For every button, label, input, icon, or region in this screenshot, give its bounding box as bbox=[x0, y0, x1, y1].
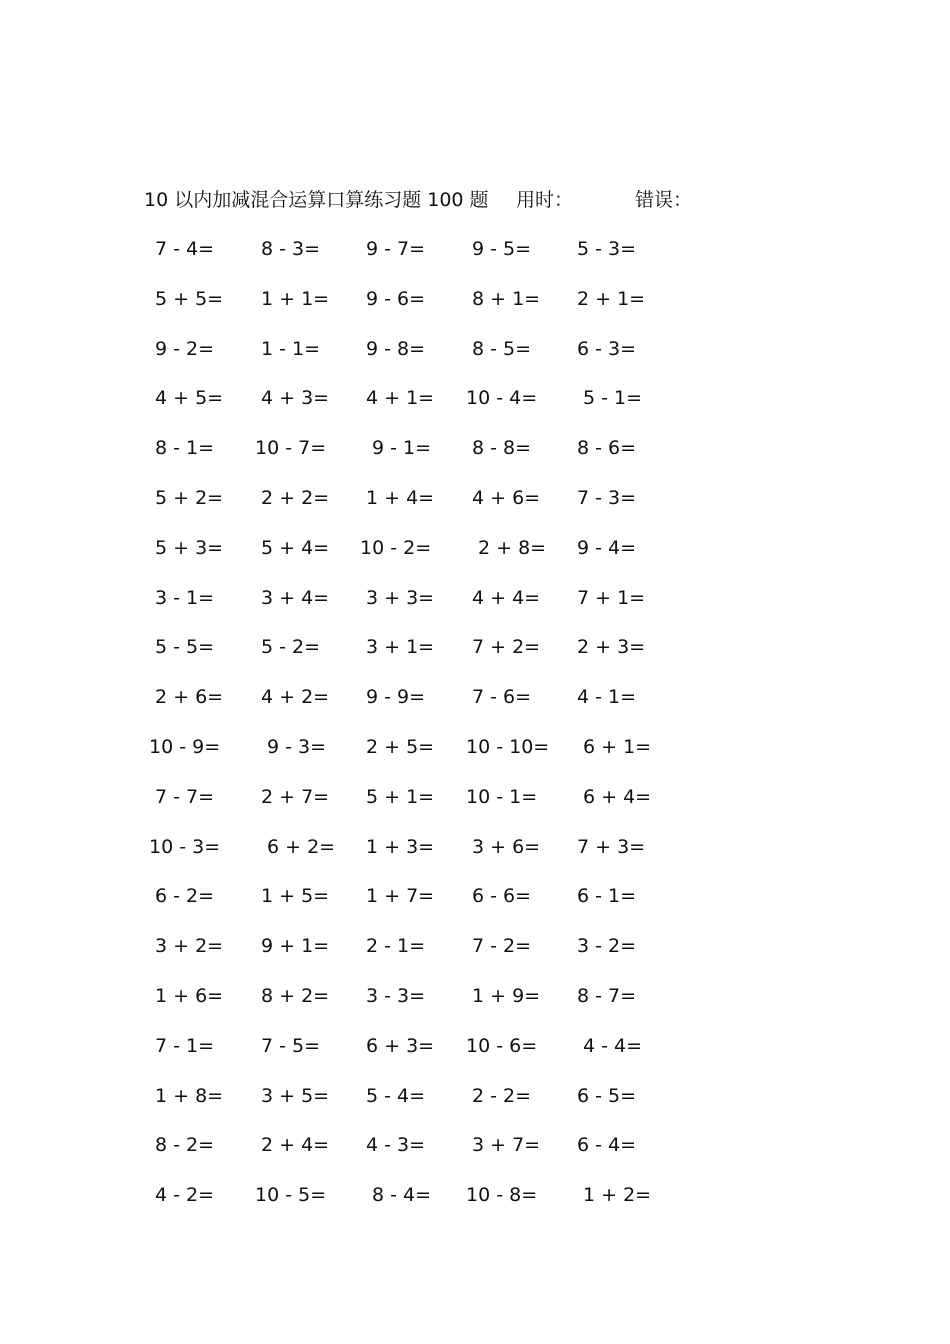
time-label: 用时： bbox=[516, 189, 574, 211]
problem-item: 3 - 2= bbox=[577, 935, 637, 958]
problem-row bbox=[0, 882, 950, 910]
problem-item: 3 + 1= bbox=[366, 636, 435, 659]
problem-item: 9 - 9= bbox=[366, 686, 426, 709]
problem-item: 1 - 1= bbox=[261, 337, 321, 360]
problem-item: 9 - 4= bbox=[577, 536, 637, 559]
problem-row bbox=[0, 1131, 950, 1159]
problem-item: 6 - 5= bbox=[577, 1084, 637, 1107]
problem-item: 5 - 2= bbox=[261, 636, 321, 659]
problem-item: 8 + 2= bbox=[261, 985, 330, 1007]
problem-row bbox=[0, 235, 950, 263]
problem-row bbox=[0, 285, 950, 313]
error-label: 错误： bbox=[635, 189, 693, 211]
problem-item: 4 + 3= bbox=[261, 387, 330, 410]
problem-row bbox=[0, 484, 950, 512]
problem-item: 1 + 8= bbox=[155, 1084, 224, 1107]
problem-item: 5 + 3= bbox=[155, 536, 224, 559]
problem-row bbox=[0, 434, 950, 462]
problem-item: 6 - 1= bbox=[577, 885, 637, 908]
problem-item: 2 + 7= bbox=[261, 785, 330, 808]
problem-item: 5 - 1= bbox=[583, 387, 643, 410]
problem-item: 4 + 2= bbox=[261, 686, 330, 709]
problem-item: 8 - 8= bbox=[472, 437, 532, 460]
problem-item: 2 + 5= bbox=[366, 736, 435, 758]
problem-item: 5 + 5= bbox=[155, 287, 224, 310]
problem-item: 7 - 4= bbox=[155, 238, 215, 260]
problem-item: 10 - 7= bbox=[255, 437, 327, 460]
problem-row bbox=[0, 932, 950, 960]
problem-item: 1 + 7= bbox=[366, 885, 435, 908]
problem-row bbox=[0, 1032, 950, 1060]
problem-item: 2 + 6= bbox=[155, 686, 224, 709]
problem-item: 6 + 3= bbox=[366, 1034, 435, 1057]
problem-row bbox=[0, 1082, 950, 1110]
problem-item: 3 - 3= bbox=[366, 985, 426, 1007]
problem-row bbox=[0, 683, 950, 711]
problem-item: 6 - 4= bbox=[577, 1134, 637, 1157]
problem-item: 9 - 3= bbox=[267, 736, 327, 758]
problem-item: 10 - 9= bbox=[149, 736, 221, 758]
problem-item: 10 - 4= bbox=[466, 387, 538, 410]
problem-item: 3 + 7= bbox=[472, 1134, 541, 1157]
problem-item: 4 - 2= bbox=[155, 1184, 215, 1207]
problem-item: 2 + 1= bbox=[577, 287, 646, 310]
problem-item: 7 - 1= bbox=[155, 1034, 215, 1057]
problem-item: 2 - 2= bbox=[472, 1084, 532, 1107]
problem-row bbox=[0, 534, 950, 562]
problem-item: 6 - 2= bbox=[155, 885, 215, 908]
problem-item: 2 + 4= bbox=[261, 1134, 330, 1157]
problem-item: 5 + 2= bbox=[155, 487, 224, 509]
problem-row bbox=[0, 1181, 950, 1209]
problem-item: 5 + 1= bbox=[366, 785, 435, 808]
problem-item: 4 + 4= bbox=[472, 586, 541, 609]
problem-item: 10 - 2= bbox=[360, 536, 432, 559]
problem-item: 8 - 1= bbox=[155, 437, 215, 460]
problem-item: 7 + 1= bbox=[577, 586, 646, 609]
problem-item: 10 - 8= bbox=[466, 1184, 538, 1207]
problem-item: 10 - 5= bbox=[255, 1184, 327, 1207]
problem-row bbox=[0, 584, 950, 612]
problem-item: 3 - 1= bbox=[155, 586, 215, 609]
problem-item: 9 - 1= bbox=[372, 437, 432, 460]
problem-item: 8 - 7= bbox=[577, 985, 637, 1007]
problem-row bbox=[0, 982, 950, 1010]
problem-item: 10 - 10= bbox=[466, 736, 550, 758]
problem-item: 7 + 2= bbox=[472, 636, 541, 659]
problem-item: 7 - 3= bbox=[577, 487, 637, 509]
problem-item: 8 - 3= bbox=[261, 238, 321, 260]
problem-item: 4 + 6= bbox=[472, 487, 541, 509]
problem-item: 7 - 2= bbox=[472, 935, 532, 958]
problem-item: 1 + 5= bbox=[261, 885, 330, 908]
problem-item: 10 - 6= bbox=[466, 1034, 538, 1057]
problem-item: 8 - 5= bbox=[472, 337, 532, 360]
problem-item: 4 - 1= bbox=[577, 686, 637, 709]
problem-item: 7 - 6= bbox=[472, 686, 532, 709]
problem-item: 4 - 4= bbox=[583, 1034, 643, 1057]
problem-item: 2 - 1= bbox=[366, 935, 426, 958]
problem-row bbox=[0, 833, 950, 861]
problem-item: 9 + 1= bbox=[261, 935, 330, 958]
problem-item: 1 + 4= bbox=[366, 487, 435, 509]
problem-item: 7 + 3= bbox=[577, 835, 646, 858]
problem-item: 6 + 4= bbox=[583, 785, 652, 808]
problem-item: 3 + 3= bbox=[366, 586, 435, 609]
problem-row bbox=[0, 633, 950, 661]
problem-item: 4 + 1= bbox=[366, 387, 435, 410]
problem-item: 2 + 3= bbox=[577, 636, 646, 659]
problem-item: 3 + 5= bbox=[261, 1084, 330, 1107]
problem-item: 9 - 8= bbox=[366, 337, 426, 360]
problem-item: 7 - 7= bbox=[155, 785, 215, 808]
problem-item: 1 + 6= bbox=[155, 985, 224, 1007]
problem-item: 5 - 5= bbox=[155, 636, 215, 659]
problem-item: 9 - 7= bbox=[366, 238, 426, 260]
problem-item: 8 + 1= bbox=[472, 287, 541, 310]
problem-row bbox=[0, 783, 950, 811]
problem-item: 8 - 4= bbox=[372, 1184, 432, 1207]
problem-item: 7 - 5= bbox=[261, 1034, 321, 1057]
problem-row bbox=[0, 733, 950, 761]
problem-item: 2 + 2= bbox=[261, 487, 330, 509]
problem-item: 1 + 3= bbox=[366, 835, 435, 858]
problem-item: 6 + 2= bbox=[267, 835, 336, 858]
problem-item: 3 + 4= bbox=[261, 586, 330, 609]
problem-item: 8 - 6= bbox=[577, 437, 637, 460]
problem-item: 1 + 2= bbox=[583, 1184, 652, 1207]
problem-row bbox=[0, 335, 950, 363]
problem-item: 3 + 6= bbox=[472, 835, 541, 858]
worksheet-title: 10 以内加减混合运算口算练习题 100 题 bbox=[144, 189, 489, 211]
problem-item: 5 - 4= bbox=[366, 1084, 426, 1107]
problem-item: 4 - 3= bbox=[366, 1134, 426, 1157]
problem-item: 5 + 4= bbox=[261, 536, 330, 559]
problem-item: 2 + 8= bbox=[478, 536, 547, 559]
problem-row bbox=[0, 384, 950, 412]
problem-item: 1 + 1= bbox=[261, 287, 330, 310]
problem-item: 1 + 9= bbox=[472, 985, 541, 1007]
problem-item: 3 + 2= bbox=[155, 935, 224, 958]
problem-item: 6 - 3= bbox=[577, 337, 637, 360]
problem-item: 4 + 5= bbox=[155, 387, 224, 410]
problem-item: 10 - 1= bbox=[466, 785, 538, 808]
problem-item: 9 - 2= bbox=[155, 337, 215, 360]
problem-item: 5 - 3= bbox=[577, 238, 637, 260]
problem-item: 6 + 1= bbox=[583, 736, 652, 758]
problem-item: 9 - 5= bbox=[472, 238, 532, 260]
problem-item: 6 - 6= bbox=[472, 885, 532, 908]
problem-item: 10 - 3= bbox=[149, 835, 221, 858]
problem-item: 9 - 6= bbox=[366, 287, 426, 310]
problem-item: 8 - 2= bbox=[155, 1134, 215, 1157]
